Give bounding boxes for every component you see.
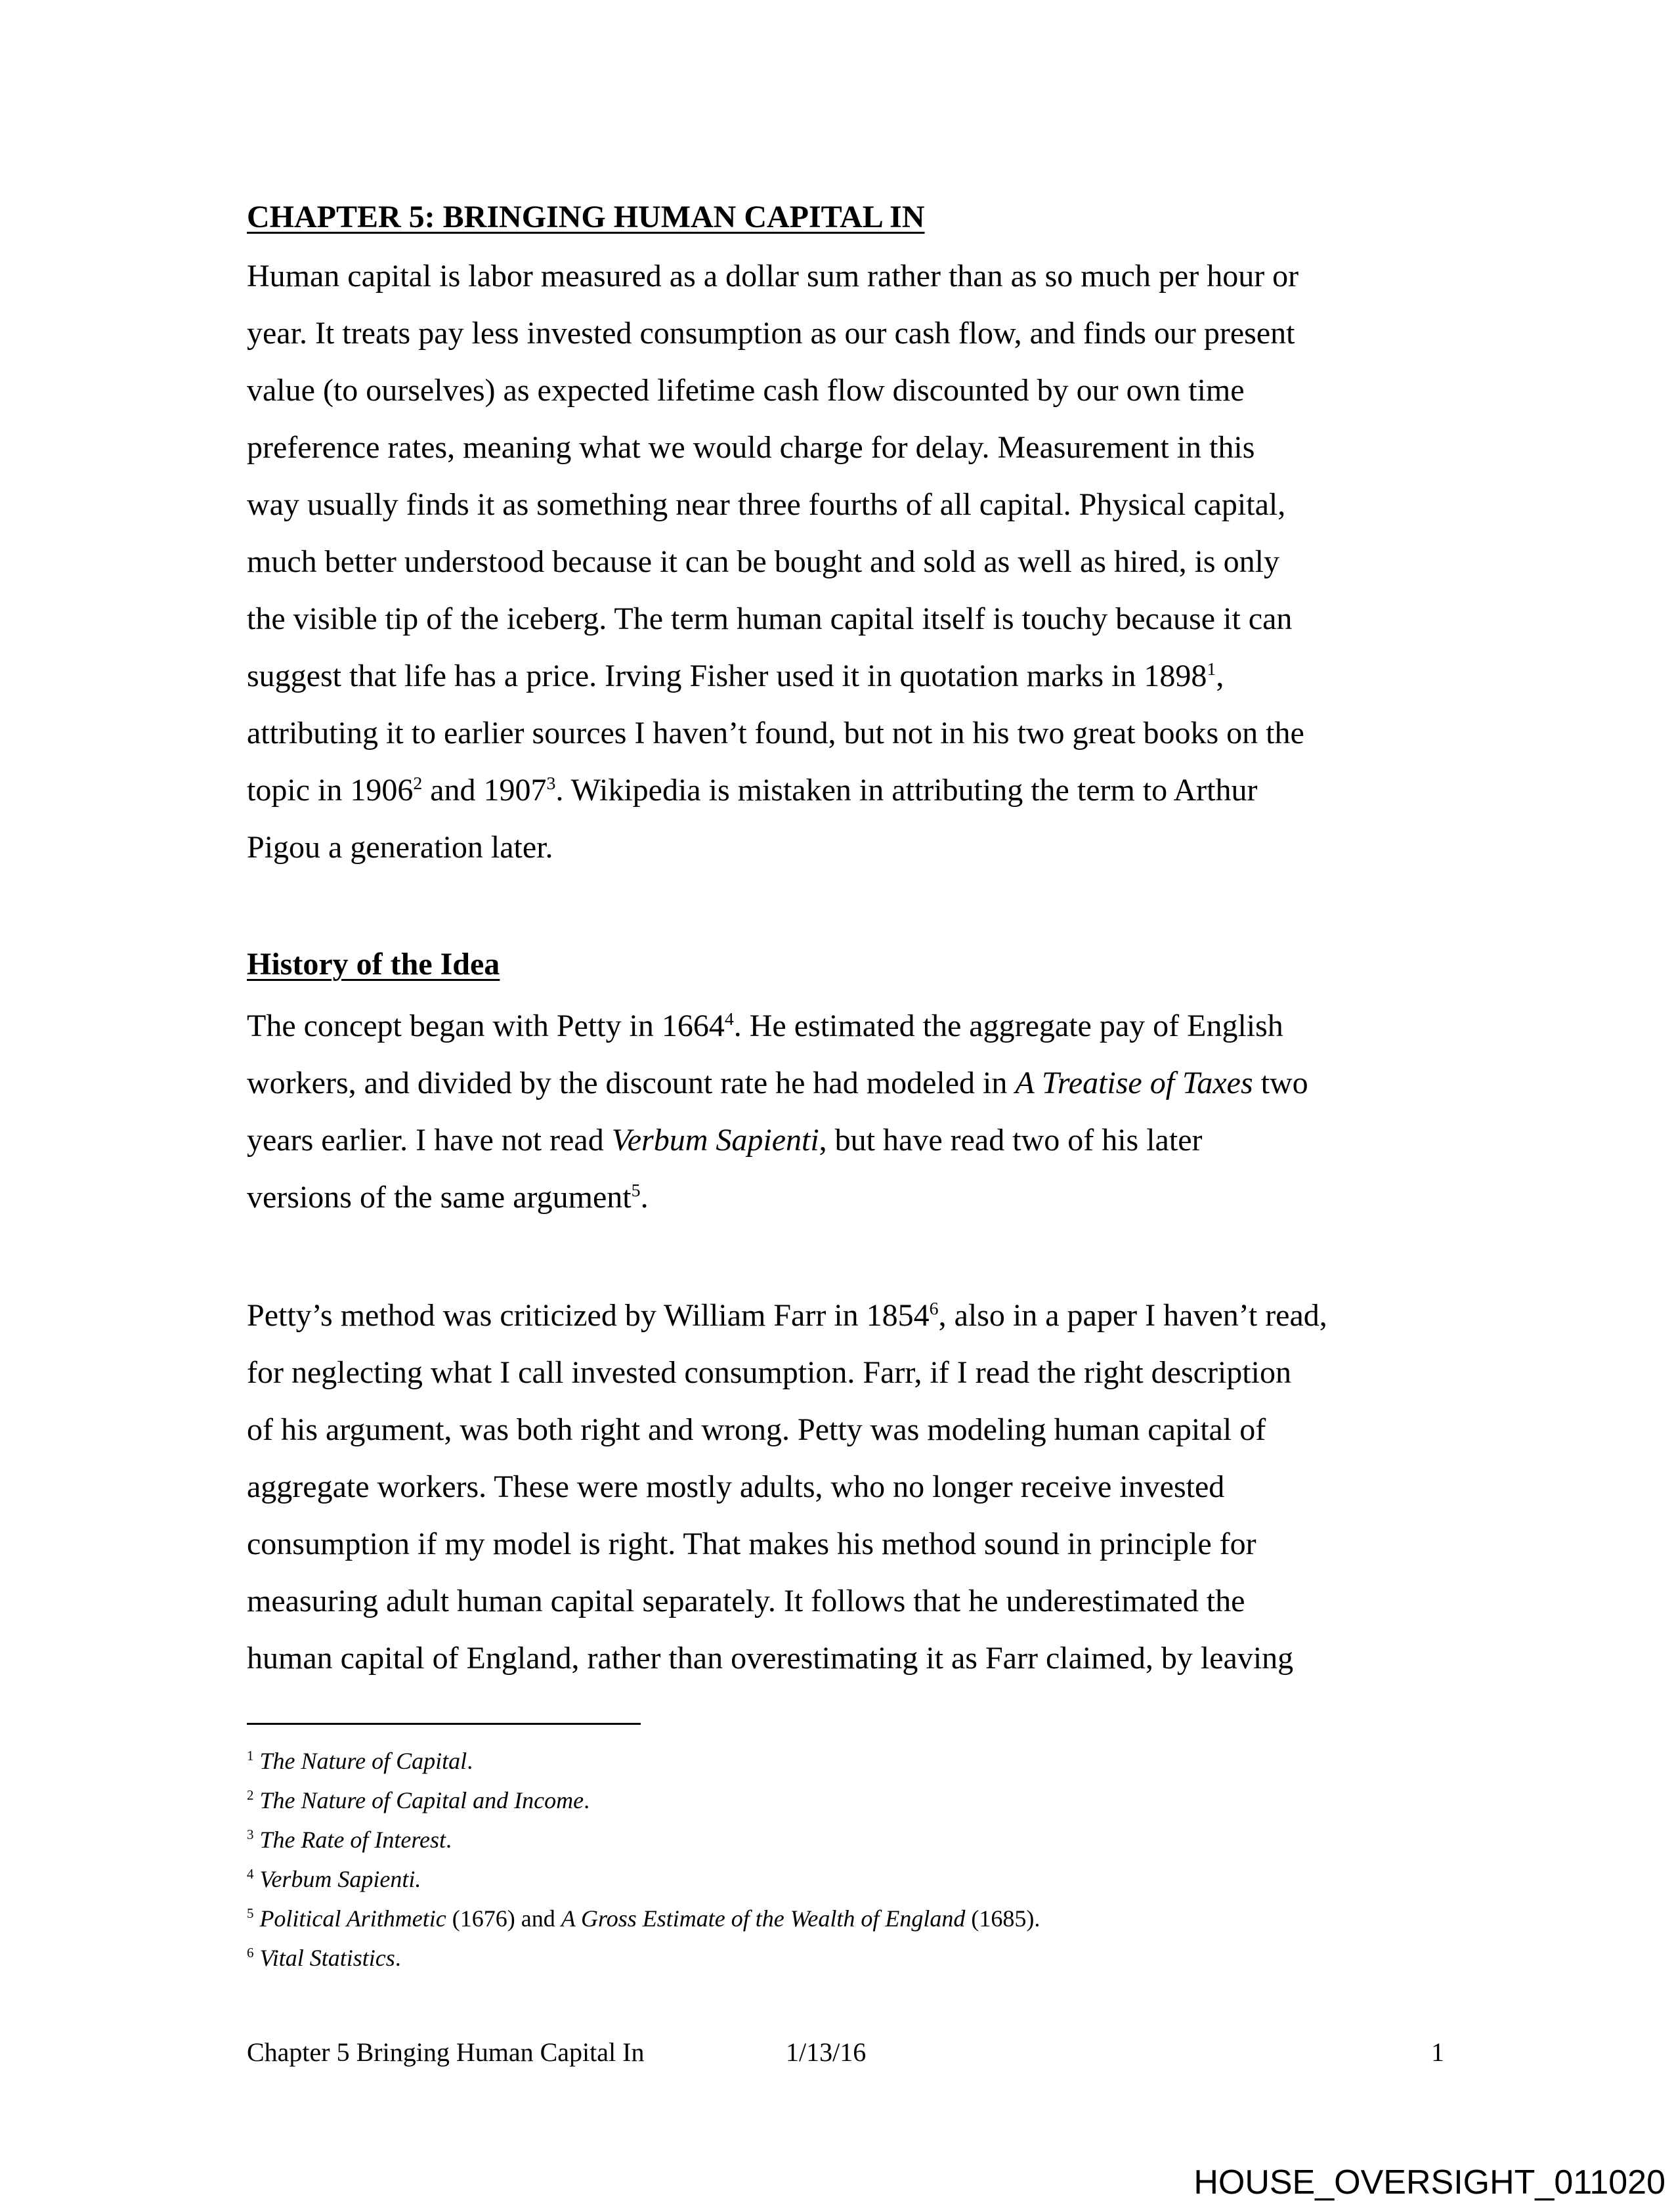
text-line: consumption if my model is right. That makes his method sound in principle for bbox=[247, 1527, 1256, 1561]
text-line: year. It treats pay less invested consumption as our cash flow, and finds our present bbox=[247, 316, 1295, 351]
footer-chapter-title: Chapter 5 Bringing Human Capital In bbox=[247, 2037, 645, 2067]
footer-page-number: 1 bbox=[1431, 2037, 1444, 2067]
text-line: suggest that life has a price. Irving Fisher used it in quotation marks in 1898$^1$, bbox=[247, 659, 1224, 693]
footnote-separator-rule bbox=[247, 1723, 641, 1725]
text-line: Petty’s method was criticized by William Farr in 1854$^6$, also in a paper I haven’t read, bbox=[247, 1298, 1327, 1333]
paragraph-history-2 bbox=[247, 1287, 1327, 1687]
paragraph-history-1 bbox=[247, 997, 1308, 1226]
text-line: $^2$ The Nature of Capital and Income. bbox=[247, 1787, 590, 1813]
text-line: Pigou a generation later. bbox=[247, 830, 553, 865]
text-line: $^6$ Vital Statistics. bbox=[247, 1945, 401, 1971]
text-line: of his argument, was both right and wrong. Petty was modeling human capital of bbox=[247, 1412, 1266, 1447]
text-line: $^3$ The Rate of Interest. bbox=[247, 1827, 452, 1853]
bates-stamp: HOUSE_OVERSIGHT_011020 bbox=[1193, 2163, 1665, 2201]
text-line: The concept began with Petty in 1664$^4$. He estimated the aggregate pay of English bbox=[247, 1008, 1283, 1043]
text-line: human capital of England, rather than overestimating it as Farr claimed, by leaving bbox=[247, 1641, 1294, 1676]
text-line: way usually finds it as something near three fourths of all capital. Physical capital, bbox=[247, 487, 1286, 522]
chapter-heading: CHAPTER 5: BRINGING HUMAN CAPITAL IN bbox=[247, 200, 925, 234]
text-line: preference rates, meaning what we would charge for delay. Measurement in this bbox=[247, 430, 1255, 465]
text-line: $^4$ Verbum Sapienti. bbox=[247, 1866, 421, 1892]
text-line: workers, and divided by the discount rate he had modeled in A Treatise of Taxes two bbox=[247, 1066, 1308, 1100]
text-line: $^5$ Political Arithmetic (1676) and A Gross Estimate of the Wealth of England (1685). bbox=[247, 1905, 1041, 1932]
text-line: aggregate workers. These were mostly adults, who no longer receive invested bbox=[247, 1469, 1225, 1504]
section-heading: History of the Idea bbox=[247, 947, 500, 982]
text-line: Human capital is labor measured as a dollar sum rather than as so much per hour or bbox=[247, 259, 1299, 293]
text-line: attributing it to earlier sources I haven’t found, but not in his two great books on the bbox=[247, 716, 1304, 750]
text-line: the visible tip of the iceberg. The term human capital itself is touchy because it can bbox=[247, 601, 1293, 636]
text-line: much better understood because it can be bought and sold as well as hired, is only bbox=[247, 544, 1279, 579]
text-line: for neglecting what I call invested consumption. Farr, if I read the right description bbox=[247, 1355, 1291, 1390]
paragraph-intro bbox=[247, 248, 1304, 876]
text-line: topic in 1906$^2$ and 1907$^3$. Wikipedia is mistaken in attributing the term to Arthur bbox=[247, 773, 1258, 808]
text-line: versions of the same argument$^5$. bbox=[247, 1180, 649, 1215]
footer-date: 1/13/16 bbox=[786, 2037, 867, 2067]
text-line: years earlier. I have not read Verbum Sapienti, but have read two of his later bbox=[247, 1123, 1203, 1158]
text-line: $^1$ The Nature of Capital. bbox=[247, 1748, 473, 1774]
text-line: measuring adult human capital separately. It follows that he underestimated the bbox=[247, 1584, 1245, 1618]
text-line: value (to ourselves) as expected lifetime cash flow discounted by our own time bbox=[247, 373, 1245, 408]
footnotes-list bbox=[247, 1741, 1040, 1978]
